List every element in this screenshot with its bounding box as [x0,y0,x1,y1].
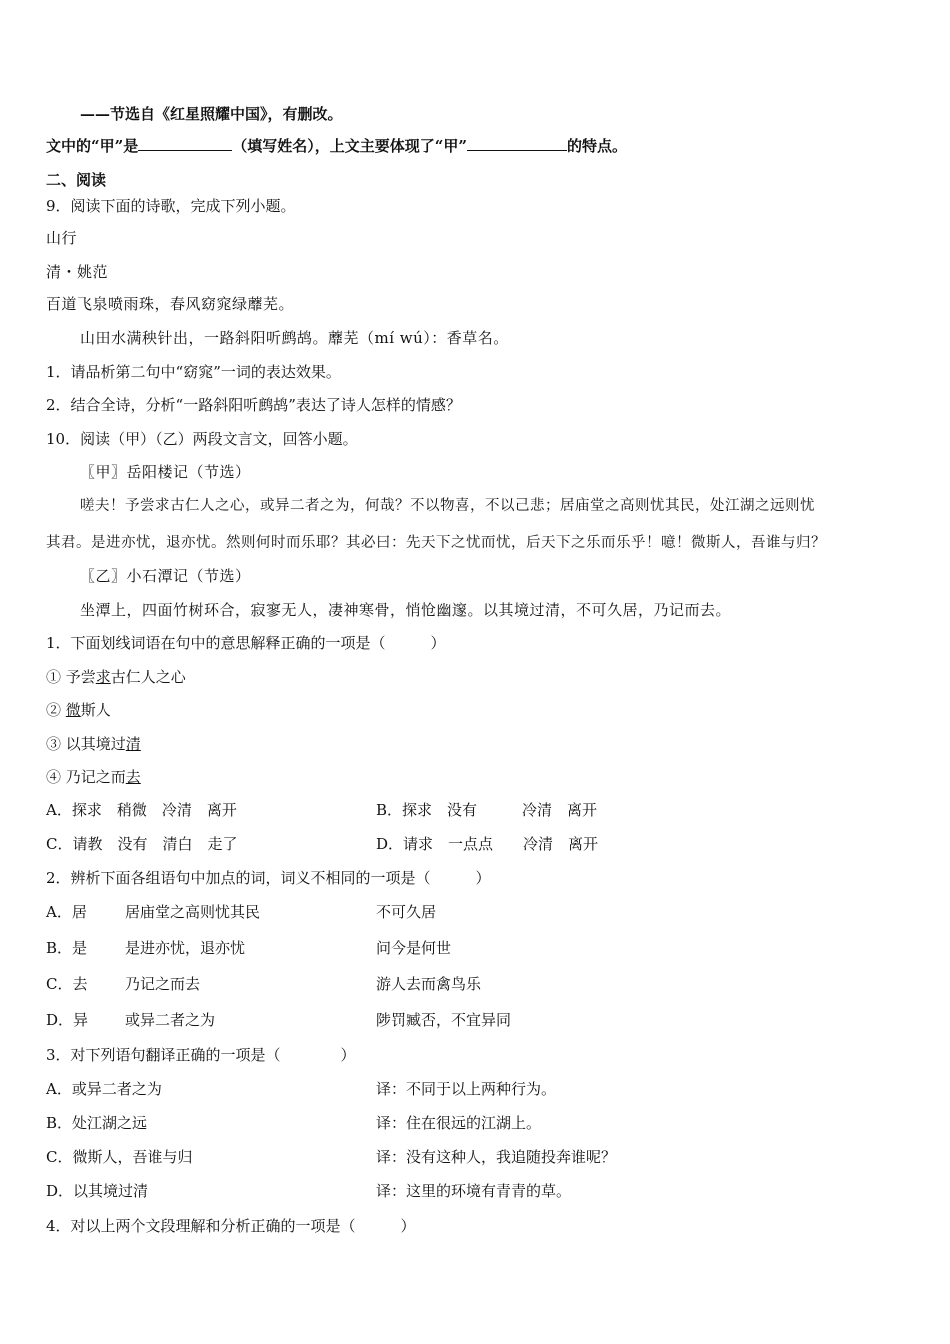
q10-sub1-item: ④ 乃记之而去 [46,768,141,786]
fill-question-part2: （填写姓名），上文主要体现了“甲” [232,137,468,155]
section-title: 二、阅读 [46,171,107,189]
q10-sub3-option-d[interactable]: D．以其境过清 [46,1182,149,1200]
jia-text-2: 其君。是进亦忧，退亦忧。然则何时而乐耶？其必曰：先天下之忧而忧，后天下之乐而乐乎！噫！微斯人，吾谁与归？ [46,535,826,551]
q10-sub2-option-d-compare: 陟罚臧否，不宜异同 [376,1011,512,1029]
poem-title: 山行 [46,229,78,247]
answer-blank-trait[interactable] [467,136,567,151]
q10-sub2-stem: 2．辨析下面各组语句中加点的词，词义不相同的一项是（ ） [46,869,491,887]
q10-sub3-translation-a: 译：不同于以上两种行为。 [376,1080,557,1098]
fill-question-part1: 文中的“甲”是 [46,137,139,155]
option-b[interactable]: B．探求 没有 冷清 离开 [376,801,598,819]
q10-sub4-stem: 4．对以上两个文段理解和分析正确的一项是（ ） [46,1217,416,1235]
jia-title: 〖甲〗岳阳楼记（节选） [80,463,251,481]
q10-sub3-option-c[interactable]: C．微斯人，吾谁与归 [46,1148,193,1166]
poem-line-2: 山田水满秧针出，一路斜阳听鹧鸪。蘼芜（mí wú）：香草名。 [80,329,509,347]
q10-sub3-translation-b: 译：住在很远的江湖上。 [376,1114,542,1132]
q10-sub2-option-c-compare: 游人去而禽鸟乐 [376,975,482,993]
q9-sub1: 1．请品析第二句中“窈窕”一词的表达效果。 [46,363,341,381]
q10-sub2-option-b[interactable]: B．是 是进亦忧，退亦忧 [46,939,246,957]
answer-blank-name[interactable] [138,136,232,151]
yi-title: 〖乙〗小石潭记（节选） [80,567,251,585]
q10-sub1-item: ③ 以其境过清 [46,735,141,753]
q10-sub3-translation-c: 译：没有这种人，我追随投奔谁呢？ [376,1148,617,1166]
q10-sub1-stem: 1．下面划线词语在句中的意思解释正确的一项是（ ） [46,634,446,652]
option-c[interactable]: C．请教 没有 清白 走了 [46,835,238,853]
fill-question-part3: 的特点。 [567,137,628,155]
q10-sub2-option-c[interactable]: C．去 乃记之而去 [46,975,201,993]
jia-text-1: 嗟夫！予尝求古仁人之心，或异二者之为，何哉？不以物喜，不以己悲；居庙堂之高则忧其民，处江湖之远则忧 [80,498,815,514]
q10-sub1-item: ① 予尝求古仁人之心 [46,668,186,686]
q10-sub1-item: ② 微斯人 [46,701,111,719]
poem-author: 清・姚范 [46,263,109,281]
q10-stem: 10．阅读（甲）（乙）两段文言文，回答小题。 [46,430,358,448]
q10-sub2-option-d[interactable]: D．异 或异二者之为 [46,1011,216,1029]
q10-sub3-translation-d: 译：这里的环境有青青的草。 [376,1182,572,1200]
poem-line-1: 百道飞泉喷雨珠，春风窈窕绿蘼芜。 [46,295,295,313]
q10-sub2-option-a[interactable]: A．居 居庙堂之高则忧其民 [46,903,261,921]
q10-sub2-option-a-compare: 不可久居 [376,903,437,921]
q9-stem: 9．阅读下面的诗歌，完成下列小题。 [46,197,296,215]
q10-sub3-stem: 3．对下列语句翻译正确的一项是（ ） [46,1046,356,1064]
q10-sub2-option-b-compare: 问今是何世 [376,939,452,957]
q10-sub3-option-b[interactable]: B．处江湖之远 [46,1114,148,1132]
q10-sub3-option-a[interactable]: A．或异二者之为 [46,1080,162,1098]
fill-question [46,136,627,156]
option-a[interactable]: A．探求 稍微 冷清 离开 [46,801,237,819]
q9-sub2: 2．结合全诗，分析“一路斜阳听鹧鸪”表达了诗人怎样的情感？ [46,396,461,414]
option-d[interactable]: D．请求 一点点 冷清 离开 [376,835,599,853]
yi-text: 坐潭上，四面竹树环合，寂寥无人，凄神寒骨，悄怆幽邃。以其境过清，不可久居，乃记而去。 [80,601,732,619]
source-note: ——节选自《红星照耀中国》，有删改。 [80,105,343,123]
